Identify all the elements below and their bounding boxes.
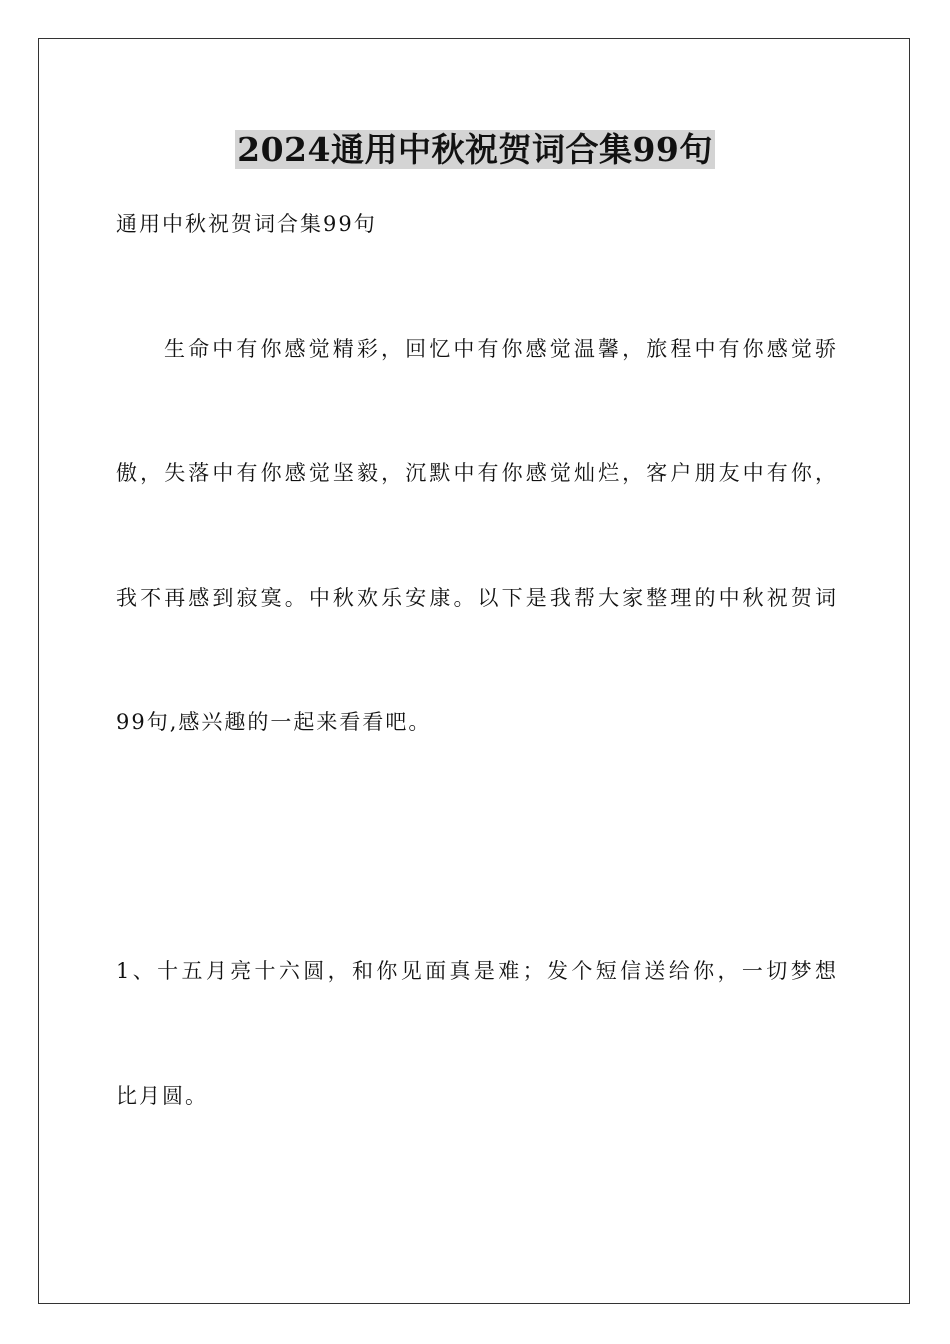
document-title (0, 128, 950, 172)
intro-line-1: 生命中有你感觉精彩，回忆中有你感觉温馨，旅程中有你感觉骄 (164, 337, 836, 361)
intro-line-4: 99句,感兴趣的一起来看看吧。 (116, 710, 432, 734)
item-1-line-2: 比月圆。 (116, 1084, 208, 1108)
intro-line-2: 傲，失落中有你感觉坚毅，沉默中有你感觉灿烂，客户朋友中有你， (116, 461, 836, 485)
item-1-line-1: 1、十五月亮十六圆，和你见面真是难；发个短信送给你，一切梦想 (116, 959, 836, 983)
document-title-text: 2024通用中秋祝贺词合集99句 (237, 130, 713, 169)
intro-line-3: 我不再感到寂寞。中秋欢乐安康。以下是我帮大家整理的中秋祝贺词 (116, 586, 836, 610)
document-subtitle: 通用中秋祝贺词合集99句 (116, 212, 377, 236)
